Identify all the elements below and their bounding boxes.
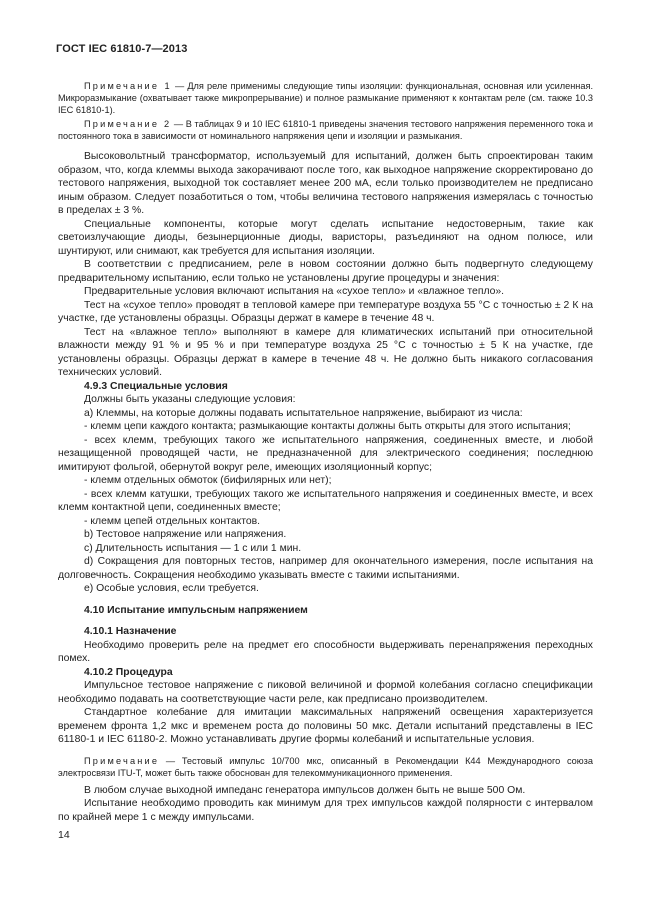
note-1-label: Примечание 1: [84, 81, 172, 91]
list-item: Должны быть указаны следующие условия:: [84, 394, 296, 405]
paragraph: Высоковольтный трансформатор, используемый для испытаний, должен быть спроектирован таким образом, что, когда клеммы выхода закорачивают после того, как выходное напряжение скорректировано до тестового напряжения, выходной ток составляет менее 200 мА, если только производителем не предписано иным образом. Следует позаботиться о том, чтобы величина тестового напряжения измерялась с точностью в пределах ± 3 %.: [58, 151, 593, 216]
list-item: - клемм цепей отдельных контактов.: [84, 515, 261, 527]
list-item: b) Тестовое напряжение или напряжения.: [84, 529, 287, 540]
paragraph: Необходимо проверить реле на предмет его способности выдерживать перенапряжения переходных помех.: [58, 639, 593, 664]
paragraph: Импульсное тестовое напряжение с пиковой величиной и формой колебания согласно спецификации необходимо подавать на соответствующие части реле, как предписано производителем.: [58, 680, 593, 705]
list-item: - всех клемм, требующих такого же испытательного напряжения, соединенных вместе, и любой незащищенной проводящей части, не предназначенной для электрического соединения; последнюю имитируют фольгой, обернутой вокруг реле, имеющих изоляционный корпус;: [58, 434, 593, 473]
note-1: [58, 80, 593, 116]
list-item: - клемм отдельных обмоток (бифилярных или нет);: [84, 475, 332, 486]
note-3-label: Примечание: [84, 755, 160, 766]
list-item: а) Клеммы, на которые должны подавать испытательное напряжение, выбирают из числа:: [84, 407, 523, 419]
note-3: [58, 755, 593, 779]
section-heading-4-10-1: 4.10.1 Назначение: [84, 626, 177, 637]
paragraph: Предварительные условия включают испытания на «сухое тепло» и «влажное тепло».: [84, 286, 505, 297]
note-1-text: — Для реле применимы следующие типы изоляции: функциональная, основная или усиленная. Микроразмыкание (охватывает также микропрерывание) и полное размыкание применяют к контактам реле (см. также 10.3 IEC 61810-1).: [58, 81, 593, 115]
paragraph: Специальные компоненты, которые могут сделать испытание недостоверным, такие как светоизлучающие диоды, безынерционные диоды, варисторы, разъединяют на одном полюсе, или шунтируют, или снимают, как требуется для испытания изоляции.: [58, 218, 593, 257]
paragraph: В любом случае выходной импеданс генератора импульсов должен быть не выше 500 Ом.: [84, 784, 526, 796]
note-2-text: — В таблицах 9 и 10 IEC 61810-1 приведены значения тестового напряжения переменного тока и постоянного тока в зависимости от номинального напряжения цепи и изоляции и размыкания.: [58, 119, 593, 141]
paragraph: Тест на «влажное тепло» выполняют в камере для климатических испытаний при относительной влажности между 91 % и 95 % и при температуре воздуха 25 °С с точностью ± 5 К на участке, где установлены образцы. Образцы держат в камере в течение 48 ч. Не должно быть никакого согласования технических условий.: [58, 326, 593, 378]
paragraph: Стандартное колебание для имитации максимальных напряжений освещения характеризуется временем фронта 1,2 мкс и временем роста до половины 50 мкс. Детали испытаний представлены в IEC 61180-1 и IEC 61180-2. Можно устанавливать другие формы колебаний и испытательные условия.: [58, 707, 593, 745]
note-2: [58, 118, 593, 142]
paragraph: В соответствии с предписанием, реле в новом состоянии должно быть подвергнуто следующему предварительному испытанию, если только не установлены другие процедуры и значения:: [58, 259, 593, 284]
section-heading-4-10-2: 4.10.2 Процедура: [84, 666, 173, 678]
note-3-text: — Тестовый импульс 10/700 мкс, описанный в Рекомендации К44 Международного союза электросвязи ITU-T, может быть также обоснован для телекоммуникационного применения.: [58, 755, 593, 778]
paragraph: Тест на «сухое тепло» проводят в тепловой камере при температуре воздуха 55 °С с точностью ± 2 К на участке, где установлены образцы. Образцы держат в камере в течение 48 ч.: [58, 299, 593, 324]
paragraph: Испытание необходимо проводить как минимум для трех импульсов каждой полярности с интервалом по крайней мере 1 с между импульсами.: [58, 798, 593, 823]
section-heading-4-10: 4.10 Испытание импульсным напряжением: [84, 604, 308, 616]
list-item: d) Сокращения для повторных тестов, например для окончательного измерения, после испытания на долговечность. Сокращения необходимо указывать вместе с такими испытаниями.: [58, 556, 593, 581]
note-2-label: Примечание 2: [84, 119, 172, 129]
list-item: - клемм цепи каждого контакта; размыкающие контакты должны быть открыты для этого испытания;: [84, 421, 571, 432]
list-item: е) Особые условия, если требуется.: [84, 583, 259, 594]
document-header: ГОСТ IEC 61810-7—2013: [56, 43, 188, 55]
list-item: с) Длительность испытания — 1 с или 1 мин.: [84, 542, 302, 554]
list-item: - всех клемм катушки, требующих такого же испытательного напряжения и соединенных вместе, и всех клемм контактной цепи, соединенных вместе;: [58, 488, 593, 513]
page-number: 14: [58, 829, 70, 841]
document-body: [58, 80, 593, 824]
section-heading-4-9-3: 4.9.3 Специальные условия: [84, 380, 228, 392]
